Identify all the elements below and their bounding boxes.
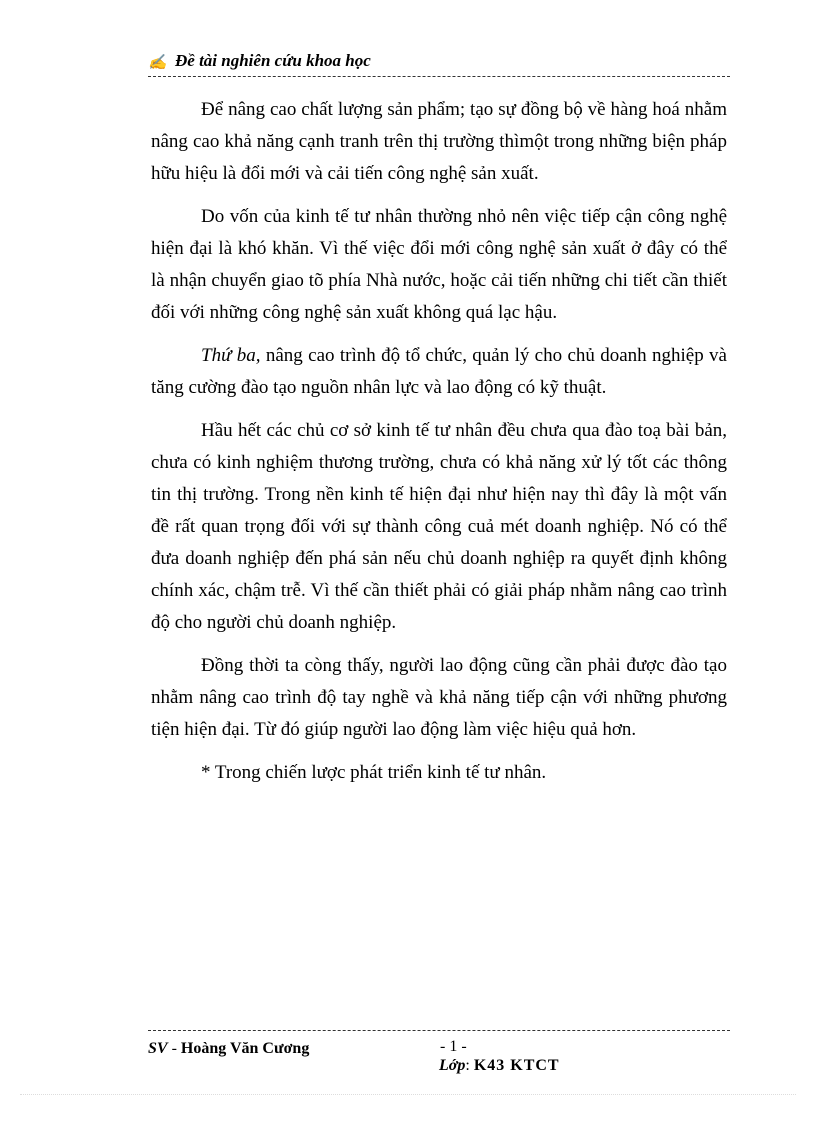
paragraph-capital: Do vốn của kinh tế tư nhân thường nhỏ nên việc tiếp cận công nghệ hiện đại là khó khăn. Vì thế việc đổi mới công nghệ sản xuất ở đây có thể là nhận chuyển giao tõ phía Nhà nước, hoặc cải tiến những chi tiết cần thiết đối với những công nghệ sản xuất không quá lạc hậu.	[151, 206, 727, 323]
footer-sv-label: SV	[148, 1040, 168, 1057]
footer-class-separator: :	[465, 1057, 474, 1074]
footer-student	[148, 1040, 309, 1058]
paragraph-quality: Để nâng cao chất lượng sản phẩm; tạo sự đồng bộ về hàng hoá nhằm nâng cao khả năng cạnh tranh trên thị trường thìmột trong những biện pháp hữu hiệu là đổi mới và cải tiến công nghệ sản xuất.	[151, 99, 727, 184]
paragraph-strategy-heading: * Trong chiến lược phát triển kinh tế tư nhân.	[201, 762, 547, 783]
footer-class	[439, 1057, 560, 1075]
third-point-lead: Thứ ba,	[201, 345, 261, 366]
document-body	[151, 94, 727, 800]
page-bottom-edge	[20, 1094, 796, 1095]
paragraph-third-point	[151, 340, 727, 404]
writing-hand-icon: ✍	[148, 55, 167, 71]
footer-class-value: K43 KTCT	[473, 1057, 560, 1074]
footer-class-label: Lớp	[439, 1057, 466, 1074]
paragraph-workers-training: Đồng thời ta còng thấy, người lao động cũng cần phải được đào tạo nhằm nâng cao trình độ tay nghề và khả năng tiếp cận với những phương tiện hiện đại. Từ đó giúp người lao động làm việc hiệu quả hơn.	[151, 655, 727, 740]
footer-divider	[148, 1030, 730, 1031]
footer-student-name: Hoàng Văn Cương	[180, 1040, 310, 1057]
header-title: Đề tài nghiên cứu khoa học	[175, 51, 371, 70]
footer-sv-separator: -	[167, 1040, 181, 1057]
footer-page-number: - 1 -	[440, 1038, 467, 1055]
third-point-text: nâng cao trình độ tổ chức, quản lý cho chủ doanh nghiệp và tăng cường đào tạo nguồn nhân lực và lao động có kỹ thuật.	[151, 345, 727, 398]
paragraph-owners-training: Hầu hết các chủ cơ sở kinh tế tư nhân đều chưa qua đào toạ bài bản, chưa có kinh nghiệm thương trường, chưa có khả năng xử lý tốt các thông tin thị trường. Trong nền kinh tế hiện đại như hiện nay thì đây là một vấn đề rất quan trọng đối với sự thành công cuả mét doanh nghiệp. Nó có thể đưa doanh nghiệp đến phá sản nếu chủ doanh nghiệp ra quyết định không chính xác, chậm trễ. Vì thế cần thiết phải có giải pháp nhằm nâng cao trình độ cho người chủ doanh nghiệp.	[151, 420, 727, 633]
page-header	[148, 50, 730, 77]
